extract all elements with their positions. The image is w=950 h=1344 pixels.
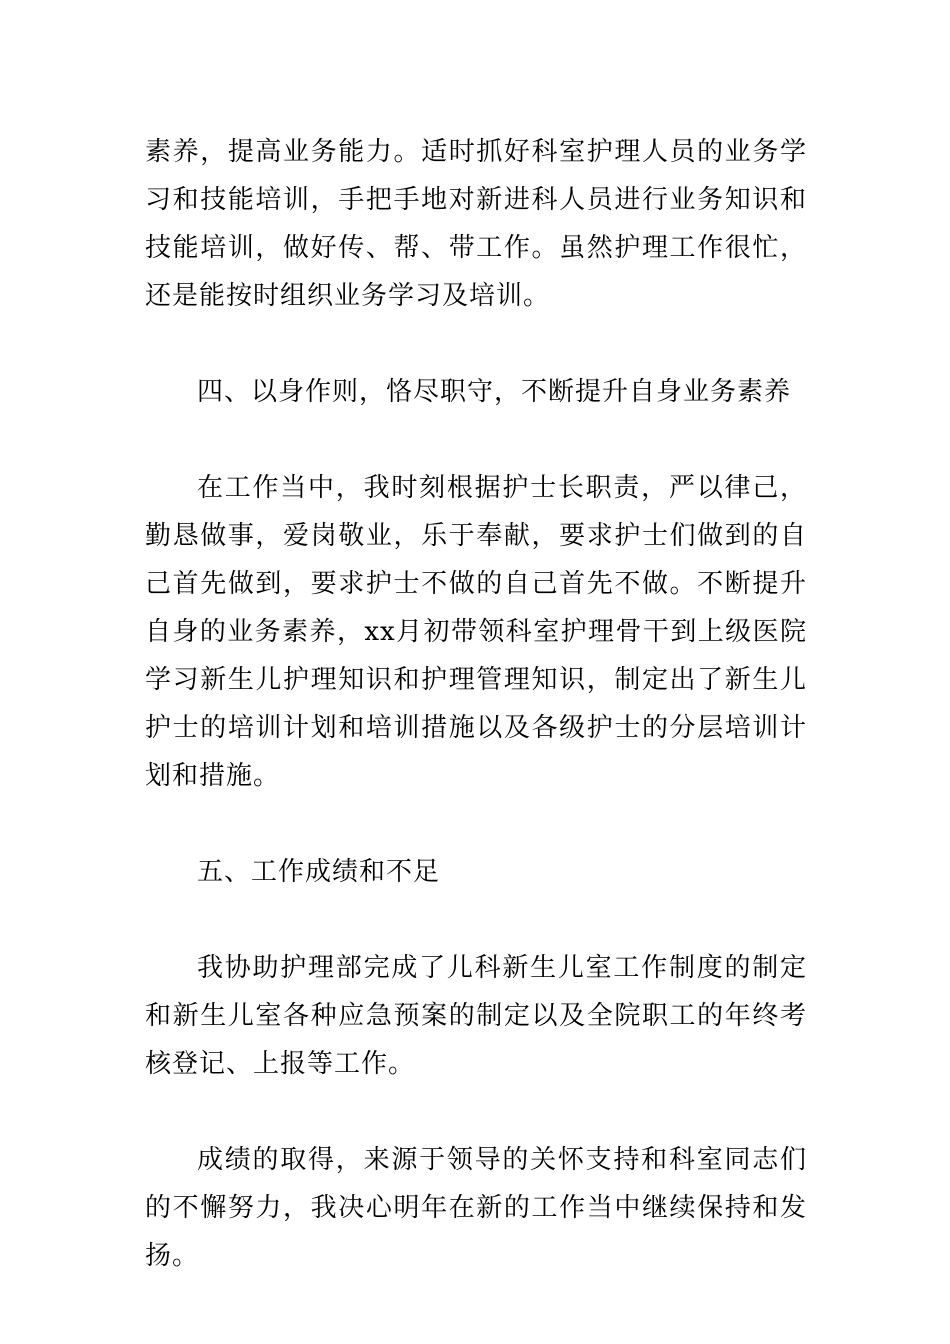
- section-heading-4: 四、以身作则，恪尽职守，不断提升自身业务素养: [197, 377, 792, 407]
- paragraph-achievements: 我协助护理部完成了儿科新生儿室工作制度的制定和新生儿室各种应急预案的制定以及全院职工的年终考核登记、上报等工作。: [145, 953, 807, 1079]
- paragraph-self-discipline: 在工作当中，我时刻根据护士长职责，严以律己，勤恳做事，爱岗敬业，乐于奉献，要求护士们做到的自己首先做到，要求护士不做的自己首先不做。不断提升自身的业务素养，xx月初带领科室护理骨干到上级医院学习新生儿护理知识和护理管理知识，制定出了新生儿护士的培训计划和培训措施以及各级护士的分层培训计划和措施。: [145, 473, 807, 791]
- section-heading-5: 五、工作成绩和不足: [197, 857, 441, 887]
- paragraph-continued: 素养，提高业务能力。适时抓好科室护理人员的业务学习和技能培训，手把手地对新进科人员进行业务知识和技能培训，做好传、帮、带工作。虽然护理工作很忙，还是能按时组织业务学习及培训。: [145, 137, 807, 311]
- document-body: [145, 128, 807, 1328]
- paragraph-conclusion: 成绩的取得，来源于领导的关怀支持和科室同志们的不懈努力，我决心明年在新的工作当中继续保持和发扬。: [145, 1145, 807, 1271]
